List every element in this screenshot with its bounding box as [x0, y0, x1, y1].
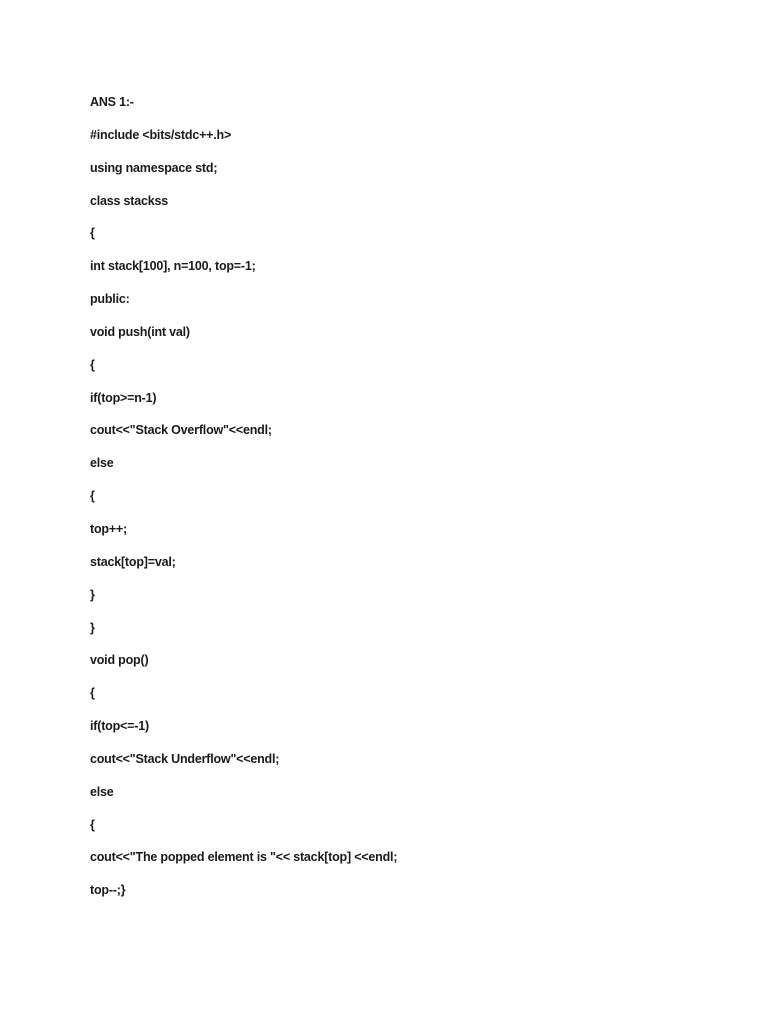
code-line: cout<<"Stack Overflow"<<endl;	[90, 423, 272, 438]
code-line: {	[90, 817, 95, 832]
code-line: {	[90, 686, 95, 701]
code-line: if(top<=-1)	[90, 719, 149, 734]
code-line: {	[90, 226, 95, 241]
answer-heading: ANS 1:-	[90, 95, 134, 109]
code-line: #include <bits/stdc++.h>	[90, 127, 232, 142]
code-line: if(top>=n-1)	[90, 390, 157, 405]
code-line: void push(int val)	[90, 324, 190, 339]
code-line: }	[90, 620, 95, 635]
code-line: using namespace std;	[90, 160, 218, 175]
code-line: top++;	[90, 521, 127, 536]
code-line: top--;}	[90, 883, 126, 898]
code-line: public:	[90, 292, 130, 307]
code-line: {	[90, 489, 95, 504]
code-line: cout<<"The popped element is "<< stack[top] <<endl;	[90, 850, 398, 865]
code-line: else	[90, 784, 114, 799]
document-body	[90, 92, 730, 913]
code-line: int stack[100], n=100, top=-1;	[90, 259, 256, 274]
code-line: }	[90, 587, 95, 602]
code-line: void pop()	[90, 653, 149, 668]
code-line: class stackss	[90, 193, 169, 208]
code-line: stack[top]=val;	[90, 554, 176, 569]
code-line: {	[90, 357, 95, 372]
code-line: cout<<"Stack Underflow"<<endl;	[90, 751, 280, 766]
code-line: else	[90, 456, 114, 471]
